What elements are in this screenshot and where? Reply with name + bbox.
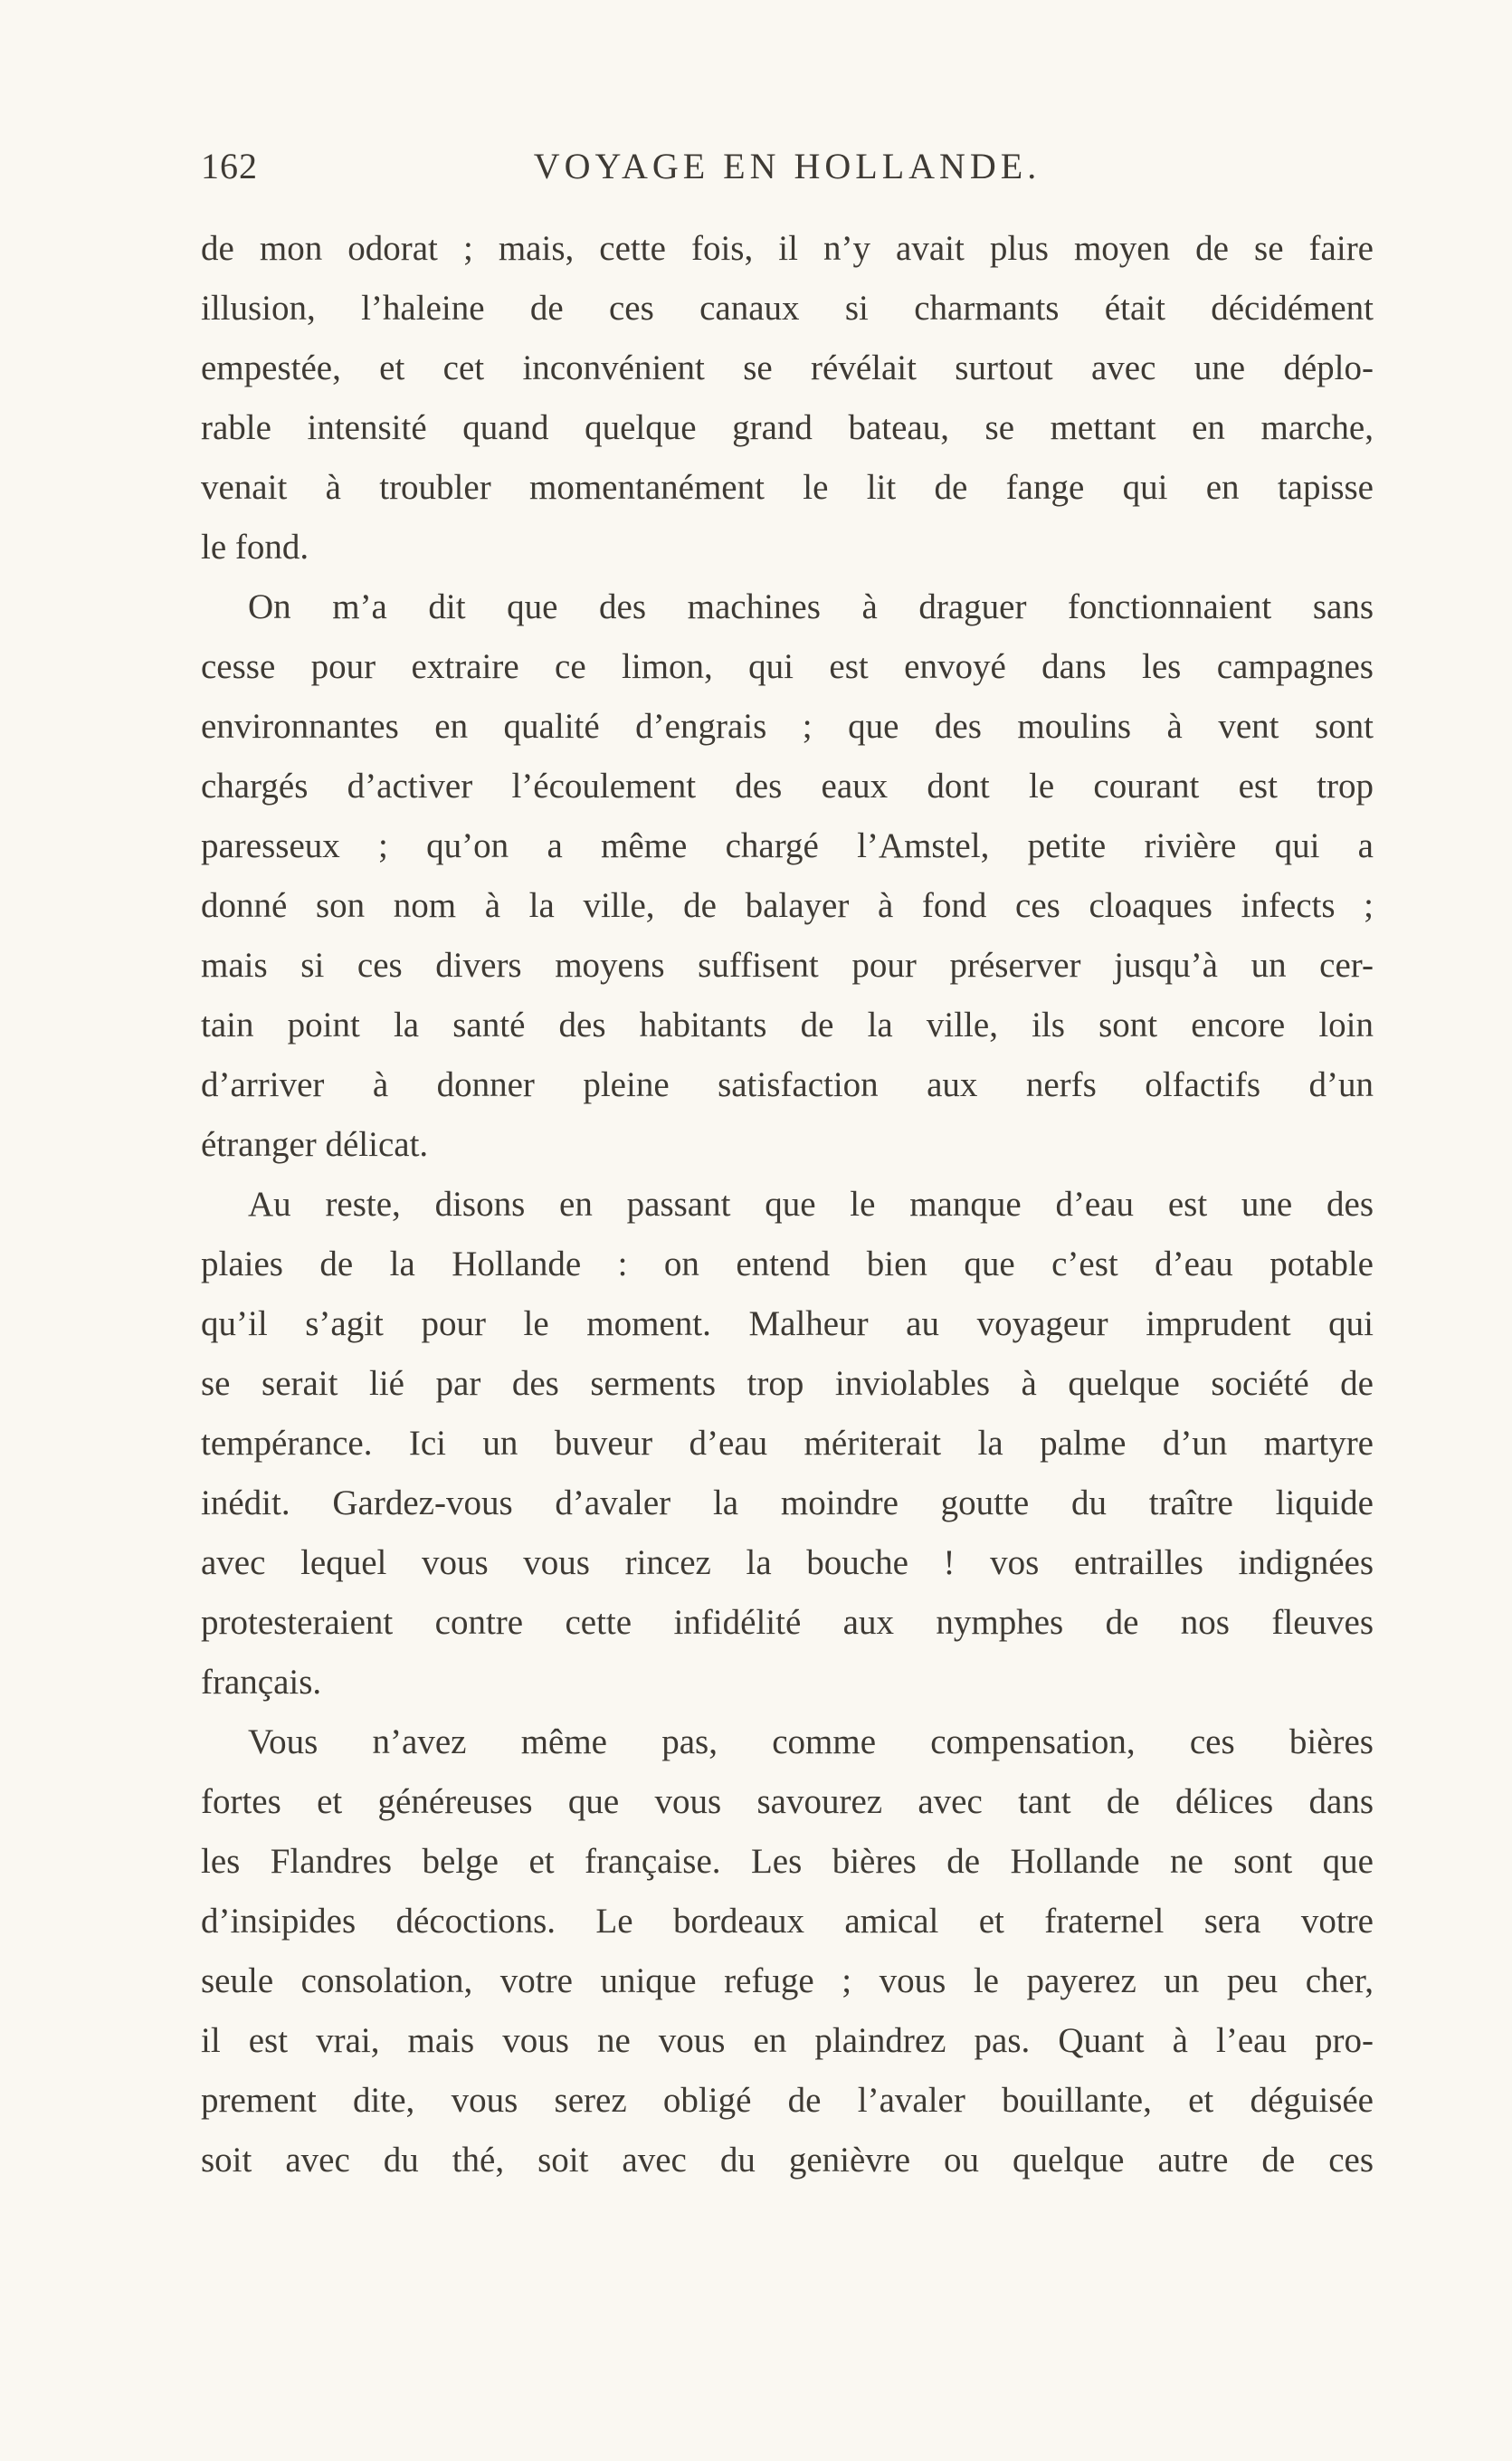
text-line: On m’a dit que des machines à draguer fonctionnaient sans bbox=[248, 587, 1374, 626]
paragraph bbox=[201, 1175, 1374, 1712]
text-line: d’insipides décoctions. Le bordeaux amical et fraternel sera votre bbox=[201, 1902, 1374, 1941]
text-line: inédit. Gardez-vous d’avaler la moindre goutte du traître liquide bbox=[201, 1483, 1374, 1522]
text-line: plaies de la Hollande : on entend bien que c’est d’eau potable bbox=[201, 1245, 1374, 1283]
paragraph bbox=[201, 1712, 1374, 2190]
text-line: étranger délicat. bbox=[201, 1125, 429, 1164]
text-line: fortes et généreuses que vous savourez avec tant de délices dans bbox=[201, 1782, 1374, 1821]
paragraph bbox=[201, 219, 1374, 577]
text-line: soit avec du thé, soit avec du genièvre ou quelque autre de ces bbox=[201, 2141, 1374, 2180]
text-line: avec lequel vous vous rincez la bouche ! vos entrailles indignées bbox=[201, 1543, 1374, 1582]
page-header bbox=[201, 145, 1374, 196]
text-line: tain point la santé des habitants de la ville, ils sont encore loin bbox=[201, 1006, 1374, 1044]
text-line: seule consolation, votre unique refuge ; vous le payerez un peu cher, bbox=[201, 1961, 1374, 2000]
text-line: se serait lié par des serments trop inviolables à quelque société de bbox=[201, 1364, 1374, 1403]
text-line: rable intensité quand quelque grand bateau, se mettant en marche, bbox=[201, 408, 1374, 447]
text-line: chargés d’activer l’écoulement des eaux dont le courant est trop bbox=[201, 767, 1374, 806]
text-line: les Flandres belge et française. Les bières de Hollande ne sont que bbox=[201, 1842, 1374, 1881]
page-number: 162 bbox=[201, 146, 258, 186]
text-line: donné son nom à la ville, de balayer à fond ces cloaques infects ; bbox=[201, 886, 1374, 925]
text-line: prement dite, vous serez obligé de l’avaler bouillante, et déguisée bbox=[201, 2081, 1374, 2120]
text-line: illusion, l’haleine de ces canaux si charmants était décidément bbox=[201, 289, 1374, 328]
text-line: le fond. bbox=[201, 528, 309, 567]
text-line: qu’il s’agit pour le moment. Malheur au voyageur imprudent qui bbox=[201, 1304, 1374, 1343]
text-line: venait à troubler momentanément le lit de fange qui en tapisse bbox=[201, 468, 1374, 507]
text-line: il est vrai, mais vous ne vous en plaindrez pas. Quant à l’eau pro- bbox=[201, 2021, 1374, 2060]
text-line: de mon odorat ; mais, cette fois, il n’y avait plus moyen de se faire bbox=[201, 229, 1374, 268]
body-text bbox=[201, 219, 1374, 2190]
paragraph bbox=[201, 577, 1374, 1175]
text-line: environnantes en qualité d’engrais ; que des moulins à vent sont bbox=[201, 707, 1374, 746]
text-line: tempérance. Ici un buveur d’eau mériterait la palme d’un martyre bbox=[201, 1424, 1374, 1463]
text-line: protesteraient contre cette infidélité aux nymphes de nos fleuves bbox=[201, 1603, 1374, 1642]
running-title: VOYAGE EN HOLLANDE. bbox=[533, 146, 1041, 186]
text-line: français. bbox=[201, 1663, 322, 1702]
text-line: empestée, et cet inconvénient se révélait surtout avec une déplo- bbox=[201, 348, 1374, 387]
text-line: cesse pour extraire ce limon, qui est envoyé dans les campagnes bbox=[201, 647, 1374, 686]
text-line: Au reste, disons en passant que le manque d’eau est une des bbox=[248, 1185, 1374, 1224]
text-line: d’arriver à donner pleine satisfaction aux nerfs olfactifs d’un bbox=[201, 1065, 1374, 1104]
text-line: paresseux ; qu’on a même chargé l’Amstel, petite rivière qui a bbox=[201, 826, 1374, 865]
text-line: mais si ces divers moyens suffisent pour préserver jusqu’à un cer- bbox=[201, 946, 1374, 985]
text-line: Vous n’avez même pas, comme compensation, ces bières bbox=[248, 1722, 1374, 1761]
